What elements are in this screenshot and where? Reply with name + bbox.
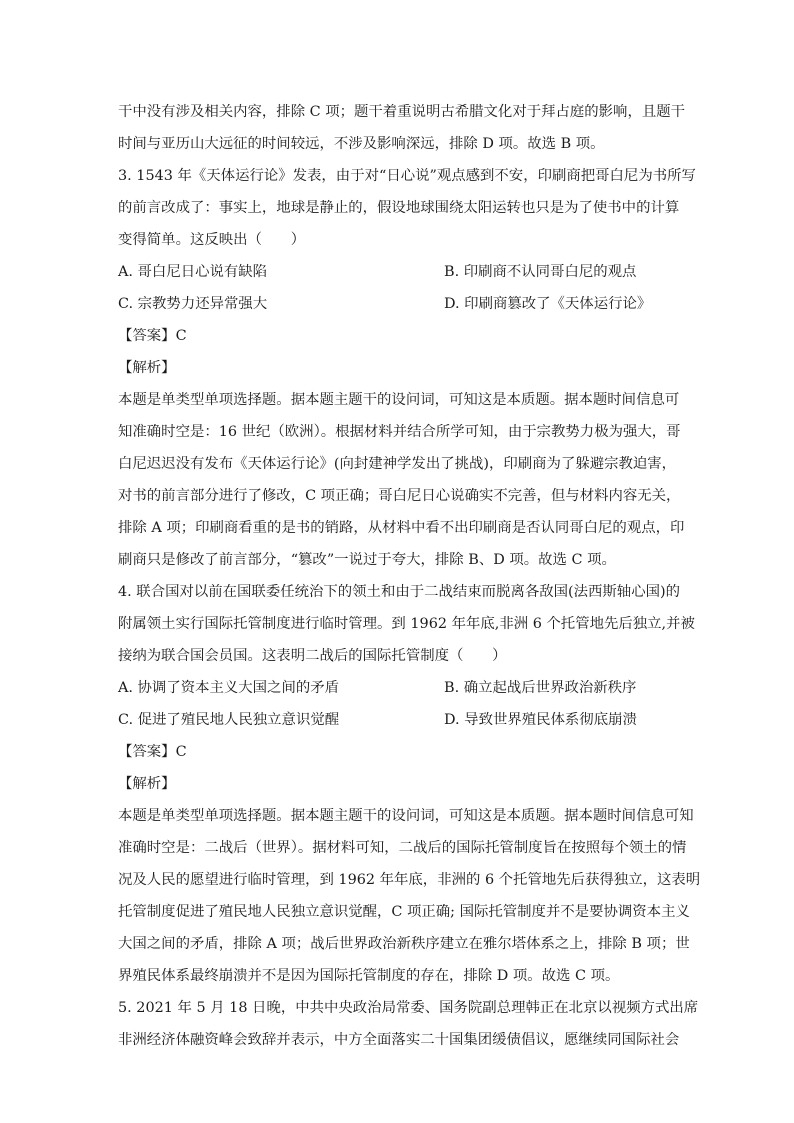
text-line: 刷商只是修改了前言部分，“篡改”一说过于夸大，排除 B、D 项。故选 C 项。: [118, 552, 616, 568]
option-right: D. 印刷商篡改了《天体运行论》: [444, 296, 652, 312]
text-line: 3. 1543 年《天体运行论》发表，由于对“日心说”观点感到不安，印刷商把哥白尼为书所写: [118, 168, 696, 184]
text-line: 排除 A 项；印刷商看重的是书的销路，从材料中看不出印刷商是否认同哥白尼的观点，印: [118, 520, 685, 536]
text-line: 的前言改成了：事实上，地球是静止的，假设地球围绕太阳运转也只是为了使书中的计算: [118, 200, 680, 216]
text-line: 本题是单类型单项选择题。据本题主题干的设问词，可知这是本质题。据本题时间信息可知: [118, 808, 694, 824]
text-line: 本题是单类型单项选择题。据本题主题干的设问词，可知这是本质题。据本题时间信息可: [118, 392, 680, 408]
text-line: 知准确时空是：16 世纪（欧洲）。根据材料并结合所学可知，由于宗教势力极为强大，哥: [118, 424, 681, 440]
text-line: 况及人民的愿望进行临时管理，到 1962 年年底，非洲的 6 个托管地先后获得独立，这表明: [118, 872, 701, 888]
text-line: 【解析】: [118, 776, 176, 792]
text-line: 【答案】C: [118, 744, 187, 760]
option-right: D. 导致世界殖民体系彻底崩溃: [444, 712, 637, 728]
text-line: 时间与亚历山大远征的时间较远，不涉及影响深远，排除 D 项。故选 B 项。: [118, 136, 605, 152]
text-line: 对书的前言部分进行了修改，C 项正确；哥白尼日心说确实不完善，但与材料内容无关，: [118, 488, 681, 504]
option-right: B. 确立起战后世界政治新秩序: [444, 680, 637, 696]
text-line: 4. 联合国对以前在国联委任统治下的领土和由于二战结束而脱离各敌国(法西斯轴心国)的: [118, 584, 680, 600]
option-row: [118, 672, 678, 704]
text-line: 【解析】: [118, 360, 176, 376]
text-line: 托管制度促进了殖民地人民独立意识觉醒，C 项正确; 国际托管制度并不是要协调资本主义: [118, 904, 690, 920]
option-row: [118, 704, 678, 736]
text-line: 【答案】C: [118, 328, 187, 344]
option-left: A. 哥白尼日心说有缺陷: [118, 264, 268, 280]
text-line: 附属领土实行国际托管制度进行临时管理。到 1962 年年底,非洲 6 个托管地先后独立,并被: [118, 616, 695, 632]
text-line: 5. 2021 年 5 月 18 日晚，中共中央政治局常委、国务院副总理韩正在北京以视频方式出席: [118, 1000, 699, 1016]
text-line: 白尼迟迟没有发布《天体运行论》(向封建神学发出了挑战)，印刷商为了躲避宗教迫害，: [118, 456, 677, 472]
text-line: 准确时空是：二战后（世界）。据材料可知，二战后的国际托管制度旨在按照每个领土的情: [118, 840, 687, 856]
option-left: C. 宗教势力还异常强大: [118, 296, 268, 312]
text-line: 变得简单。这反映出（ ）: [118, 232, 306, 248]
option-row: [118, 256, 678, 288]
option-left: A. 协调了资本主义大国之间的矛盾: [118, 680, 340, 696]
option-left: C. 促进了殖民地人民独立意识觉醒: [118, 712, 340, 728]
text-line: 非洲经济体融资峰会致辞并表示，中方全面落实二十国集团缓债倡议，愿继续同国际社会: [118, 1032, 680, 1048]
option-row: [118, 288, 678, 320]
text-line: 干中没有涉及相关内容，排除 C 项；题干着重说明古希腊文化对于拜占庭的影响，且题干: [118, 104, 686, 120]
text-line: 大国之间的矛盾，排除 A 项；战后世界政治新秩序建立在雅尔塔体系之上，排除 B 项；世: [118, 936, 690, 952]
text-line: 界殖民体系最终崩溃并不是因为国际托管制度的存在，排除 D 项。故选 C 项。: [118, 968, 620, 984]
document-body: [118, 96, 701, 1056]
option-right: B. 印刷商不认同哥白尼的观点: [444, 264, 637, 280]
text-line: 接纳为联合国会员国。这表明二战后的国际托管制度（ ）: [118, 648, 507, 664]
